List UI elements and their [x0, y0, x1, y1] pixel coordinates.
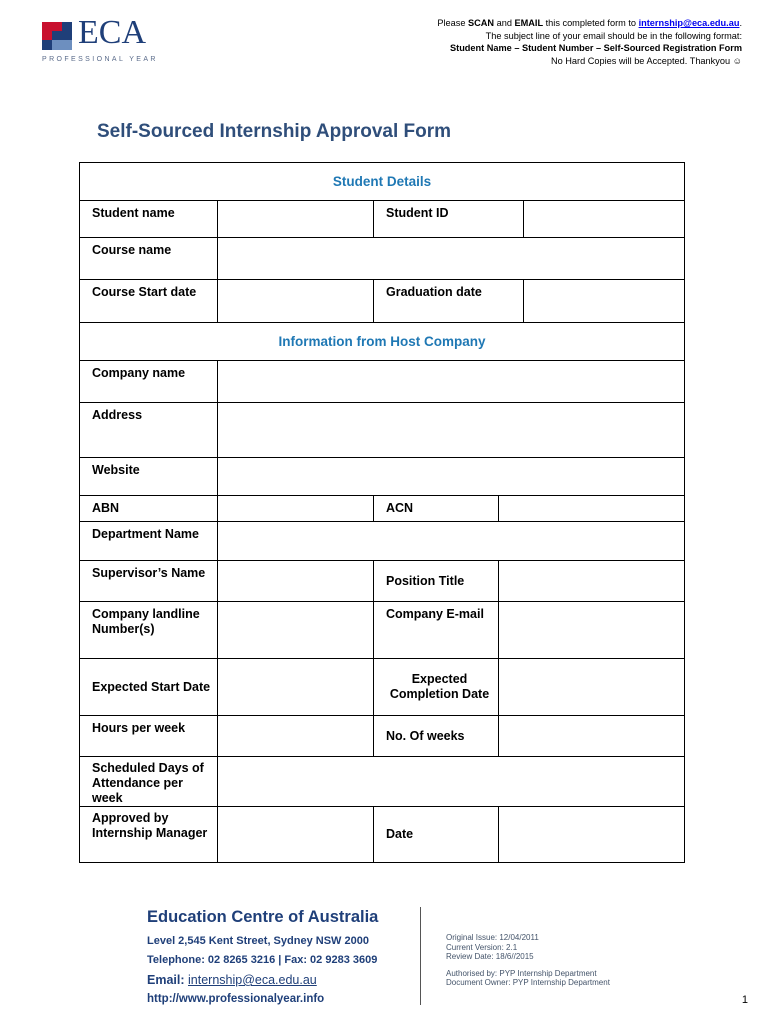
label-abn: ABN: [80, 496, 218, 522]
current-version: Current Version: 2.1: [446, 942, 518, 952]
label-company-name: Company name: [80, 361, 218, 403]
notice-text: this completed form to: [543, 18, 639, 28]
section-student-details: Student Details: [80, 163, 685, 201]
label-position-title: Position Title: [374, 561, 499, 602]
label-student-id: Student ID: [374, 201, 524, 238]
student-id-field[interactable]: [524, 201, 685, 238]
label-company-email: Company E-mail: [374, 602, 499, 659]
label-course-start: Course Start date: [80, 280, 218, 323]
address-field[interactable]: [218, 403, 685, 458]
notice-line-4: No Hard Copies will be Accepted. Thankyou ☺: [550, 55, 742, 66]
website-field[interactable]: [218, 458, 685, 496]
label-address: Address: [80, 403, 218, 458]
expected-completion-field[interactable]: [499, 659, 685, 716]
notice-email-word: EMAIL: [514, 18, 544, 28]
course-name-field[interactable]: [218, 238, 685, 280]
notice-text: .: [739, 18, 742, 28]
student-name-field[interactable]: [218, 201, 374, 238]
eca-logo-mark-icon: [42, 22, 72, 50]
acn-field[interactable]: [499, 496, 685, 522]
footer-phone: Telephone: 02 8265 3216 | Fax: 02 9283 3609: [147, 954, 378, 966]
label-landline: Company landline Number(s): [80, 602, 218, 659]
footer-email-label: Email:: [147, 973, 188, 987]
label-scheduled-days: Scheduled Days of Attendance per week: [80, 757, 218, 807]
footer-contact: [147, 908, 417, 1005]
approval-form-table: [79, 162, 685, 863]
section-host-company: Information from Host Company: [80, 323, 685, 361]
logo-tagline: PROFESSIONAL YEAR: [42, 56, 158, 63]
company-name-field[interactable]: [218, 361, 685, 403]
notice-text: Please: [437, 18, 468, 28]
label-expected-completion: Expected Completion Date: [374, 659, 499, 716]
page-number: 1: [741, 994, 748, 1006]
label-approved-by: Approved by Internship Manager: [80, 807, 218, 863]
course-start-field[interactable]: [218, 280, 374, 323]
hours-per-week-field[interactable]: [218, 716, 374, 757]
label-website: Website: [80, 458, 218, 496]
label-expected-start: Expected Start Date: [80, 659, 218, 716]
submission-notice: [437, 17, 742, 67]
label-hours-per-week: Hours per week: [80, 716, 218, 757]
scheduled-days-field[interactable]: [218, 757, 685, 807]
label-date: Date: [374, 807, 499, 863]
notice-line-1: [437, 17, 742, 30]
landline-field[interactable]: [218, 602, 374, 659]
review-date: Review Date: 18/6//2015: [446, 952, 534, 962]
department-field[interactable]: [218, 522, 685, 561]
expected-start-field[interactable]: [218, 659, 374, 716]
abn-field[interactable]: [218, 496, 374, 522]
footer-address: Level 2,545 Kent Street, Sydney NSW 2000: [147, 935, 369, 947]
date-field[interactable]: [499, 807, 685, 863]
supervisor-field[interactable]: [218, 561, 374, 602]
footer-email-link[interactable]: internship@eca.edu.au: [188, 973, 317, 987]
footer-doc-info: [446, 933, 610, 988]
notice-email-link[interactable]: internship@eca.edu.au: [638, 18, 740, 28]
approved-by-field[interactable]: [218, 807, 374, 863]
authorised-by: Authorised by: PYP Internship Department: [446, 968, 597, 978]
label-acn: ACN: [374, 496, 499, 522]
footer-email-row: [147, 973, 417, 987]
logo-text: ECA: [78, 14, 146, 51]
footer-website-link[interactable]: http://www.professionalyear.info: [147, 993, 325, 1005]
label-student-name: Student name: [80, 201, 218, 238]
notice-text: and: [494, 18, 515, 28]
no-of-weeks-field[interactable]: [499, 716, 685, 757]
footer-org-name: Education Centre of Australia: [147, 908, 379, 926]
eca-logo: [42, 14, 162, 68]
original-issue: Original Issue: 12/04/2011: [446, 933, 539, 942]
notice-scan: SCAN: [468, 18, 495, 28]
notice-line-3: [437, 42, 742, 55]
notice-subject-format: Student Name – Student Number – Self-Sourced Registration Form: [450, 43, 742, 53]
label-no-of-weeks: No. Of weeks: [374, 716, 499, 757]
footer-divider: [420, 907, 421, 1005]
position-title-field[interactable]: [499, 561, 685, 602]
label-department: Department Name: [80, 522, 218, 561]
label-course-name: Course name: [80, 238, 218, 280]
company-email-field[interactable]: [499, 602, 685, 659]
graduation-field[interactable]: [524, 280, 685, 323]
label-graduation: Graduation date: [374, 280, 524, 323]
notice-line-2: The subject line of your email should be in the following format:: [485, 30, 742, 41]
page-title: Self-Sourced Internship Approval Form: [97, 121, 452, 142]
label-supervisor: Supervisor’s Name: [80, 561, 218, 602]
document-owner: Document Owner: PYP Internship Department: [446, 978, 610, 988]
